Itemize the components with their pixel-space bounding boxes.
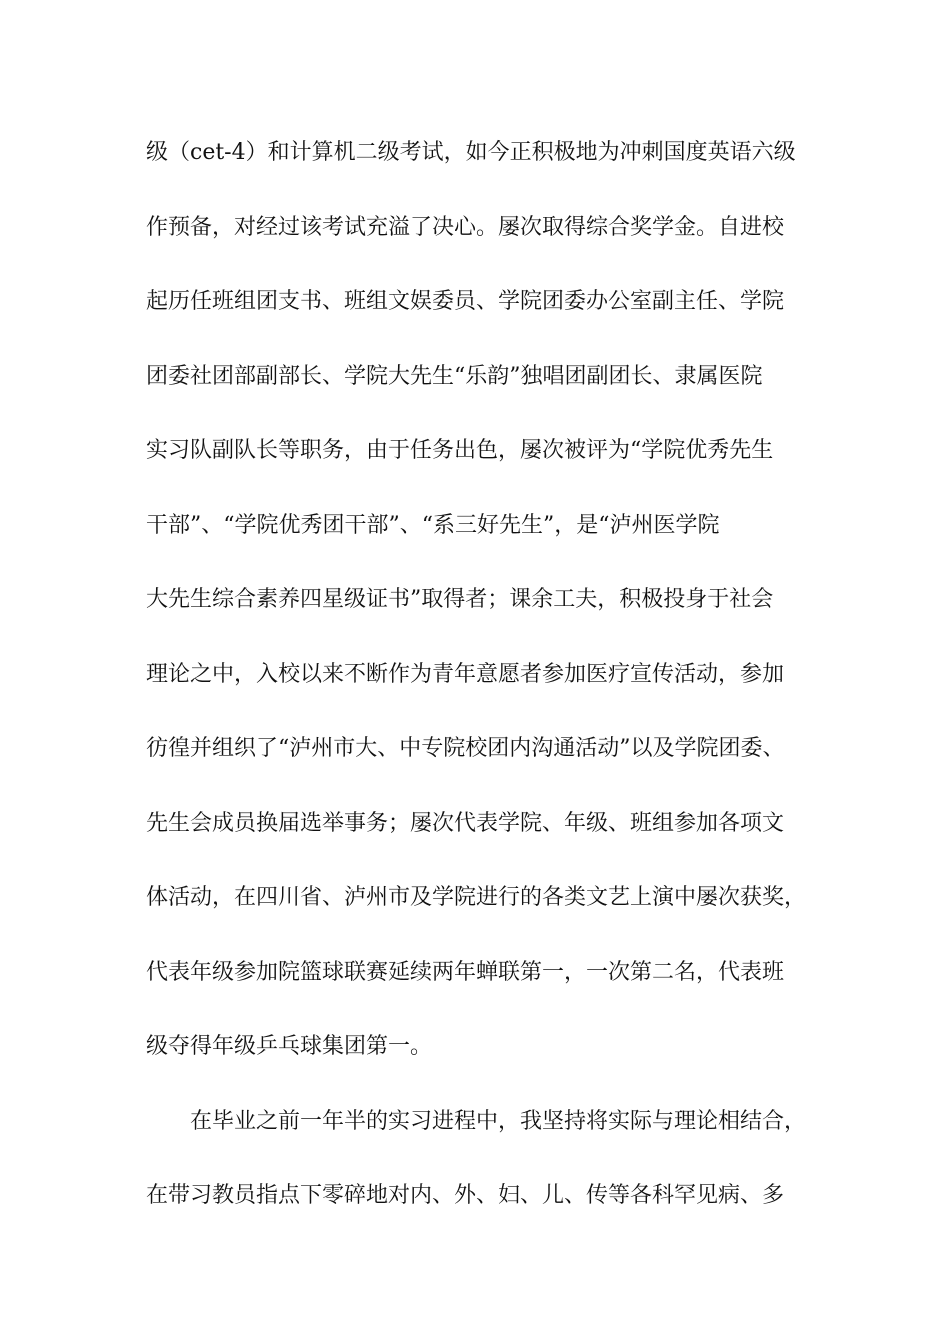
text-line: 先生会成员换届选举事务；屡次代表学院、年级、班组参加各项文 [146, 810, 785, 836]
text-line: 级（cet-4）和计算机二级考试，如今正积极地为冲刺国度英语六级 [146, 140, 796, 165]
text-line: 作预备，对经过该考试充溢了决心。屡次取得综合奖学金。自进校 [146, 214, 785, 240]
paragraph-first-line: 在毕业之前一年半的实习进程中，我坚持将实际与理论相结合， [190, 1108, 807, 1134]
body-text [146, 131, 826, 1249]
text-line: 彷徨并组织了“泸州市大、中专院校团内沟通活动”以及学院团委、 [146, 736, 785, 761]
text-line: 大先生综合素养四星级证书”取得者；课余工夫，积极投身于社会 [146, 587, 774, 612]
text-line: 实习队副队长等职务，由于任务出色，屡次被评为“学院优秀先生 [146, 438, 774, 463]
text-line: 起历任班组团支书、班组文娱委员、学院团委办公室副主任、学院 [146, 289, 785, 314]
text-line: 团委社团部副部长、学院大先生“乐韵”独唱团副团长、隶属医院 [146, 363, 763, 389]
text-line: 在带习教员指点下零碎地对内、外、妇、儿、传等各科罕见病、多 [146, 1183, 785, 1208]
text-line: 级夺得年级乒乓球集团第一。 [146, 1034, 433, 1059]
text-line: 干部”、“学院优秀团干部”、“系三好先生”，是“泸州医学院 [146, 512, 720, 538]
text-line: 理论之中，入校以来不断作为青年意愿者参加医疗宣传活动，参加 [146, 661, 785, 687]
text-line: 代表年级参加院篮球联赛延续两年蝉联第一，一次第二名，代表班 [146, 959, 785, 985]
text-line: 体活动，在四川省、泸州市及学院进行的各类文艺上演中屡次获奖， [146, 885, 807, 910]
